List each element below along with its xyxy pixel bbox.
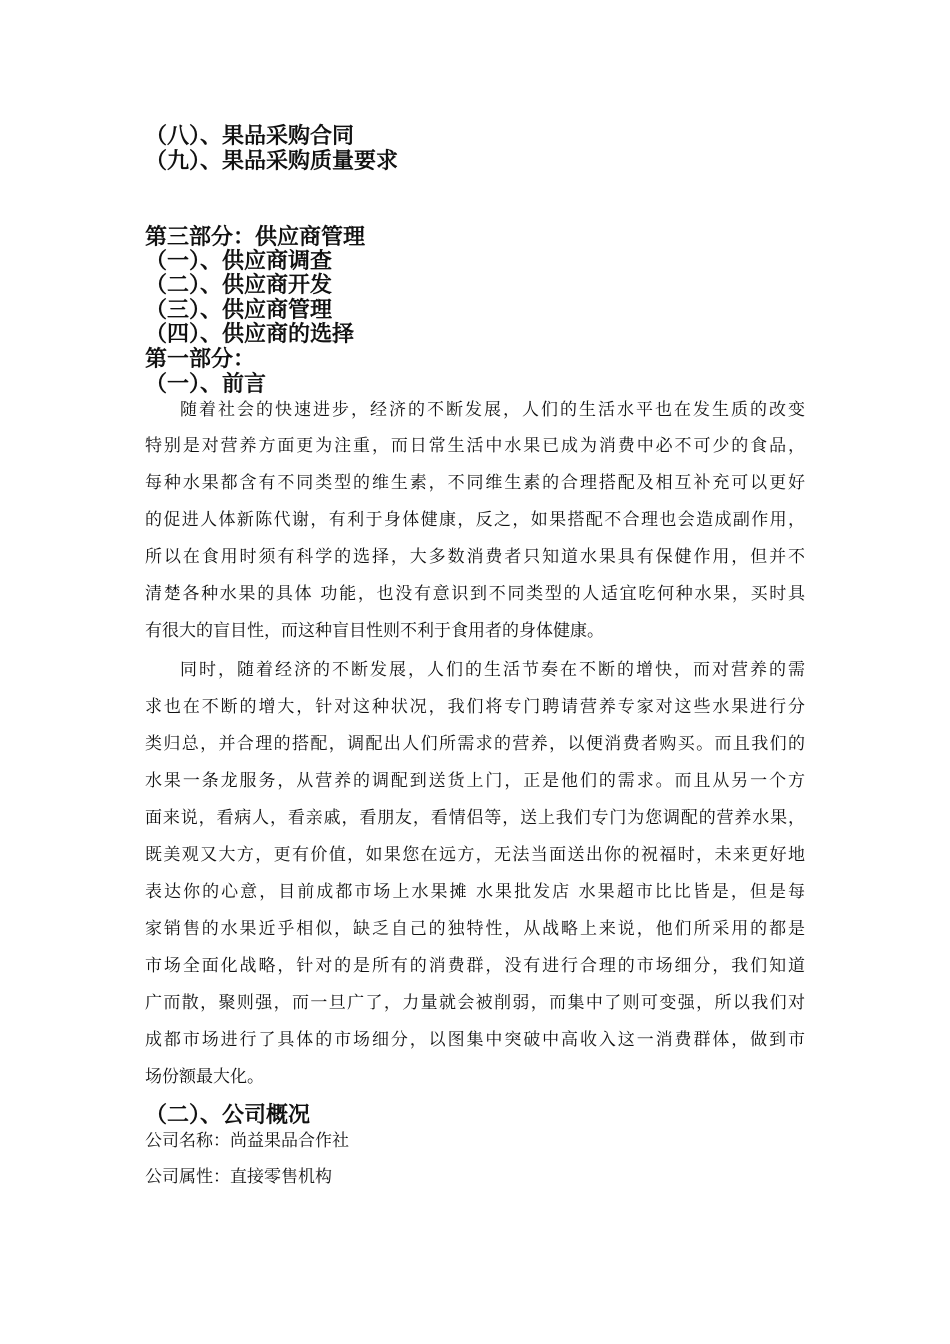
paragraph-line: 既美观又大方，更有价值，如果您在远方，无法当面送出你的祝福时，未来更好地 bbox=[145, 845, 805, 865]
toc-part3-item: （二）、供应商开发 bbox=[145, 272, 333, 298]
paragraph-line: 类归总，并合理的搭配，调配出人们所需求的营养，以便消费者购买。而且我们的 bbox=[145, 734, 805, 754]
company-type: 公司属性：直接零售机构 bbox=[145, 1167, 332, 1187]
paragraph-line: 的促进人体新陈代谢，有利于身体健康，反之，如果搭配不合理也会造成副作用， bbox=[145, 510, 805, 530]
paragraph-line: 同时，随着经济的不断发展，人们的生活节奏在不断的增快，而对营养的需 bbox=[180, 660, 805, 680]
part3-title: 第三部分：供应商管理 bbox=[145, 224, 366, 250]
paragraph-line: 家销售的水果近乎相似，缺乏自己的独特性，从战略上来说，他们所采用的都是 bbox=[145, 919, 805, 939]
section-company-title: （二）、公司概况 bbox=[145, 1102, 311, 1128]
paragraph-line: 水果一条龙服务，从营养的调配到送货上门，正是他们的需求。而且从另一个方 bbox=[145, 771, 805, 791]
paragraph-line: 场份额最大化。 bbox=[145, 1067, 264, 1087]
paragraph-line: 所以在食用时须有科学的选择，大多数消费者只知道水果具有保健作用，但并不 bbox=[145, 547, 805, 567]
toc-part3-item: （一）、供应商调查 bbox=[145, 248, 333, 274]
toc-part3-item: （四）、供应商的选择 bbox=[145, 321, 355, 347]
paragraph-line: 随着社会的快速进步，经济的不断发展，人们的生活水平也在发生质的改变 bbox=[180, 400, 805, 420]
paragraph-line: 有很大的盲目性，而这种盲目性则不利于食用者的身体健康。 bbox=[145, 621, 604, 641]
company-name: 公司名称：尚益果品合作社 bbox=[145, 1131, 349, 1151]
paragraph-line: 求也在不断的增大，针对这种状况，我们将专门聘请营养专家对这些水果进行分 bbox=[145, 697, 805, 717]
paragraph-line: 面来说，看病人，看亲戚，看朋友，看情侣等，送上我们专门为您调配的营养水果， bbox=[145, 808, 805, 828]
paragraph-line: 清楚各种水果的具体 功能，也没有意识到不同类型的人适宜吃何种水果，买时具 bbox=[145, 584, 805, 604]
paragraph-line: 特别是对营养方面更为注重，而日常生活中水果已成为消费中必不可少的食品， bbox=[145, 436, 805, 456]
part1-title: 第一部分： bbox=[145, 346, 256, 372]
toc-item-8: （八）、果品采购合同 bbox=[145, 123, 355, 149]
paragraph-line: 每种水果都含有不同类型的维生素，不同维生素的合理搭配及相互补充可以更好 bbox=[145, 473, 805, 493]
paragraph-line: 市场全面化战略，针对的是所有的消费群，没有进行合理的市场细分，我们知道 bbox=[145, 956, 805, 976]
toc-item-9: （九）、果品采购质量要求 bbox=[145, 148, 399, 174]
paragraph-line: 广而散，聚则强，而一旦广了，力量就会被削弱，而集中了则可变强，所以我们对 bbox=[145, 993, 805, 1013]
paragraph-line: 表达你的心意，目前成都市场上水果摊 水果批发店 水果超市比比皆是，但是每 bbox=[145, 882, 805, 902]
toc-part3-item: （三）、供应商管理 bbox=[145, 297, 333, 323]
paragraph-line: 成都市场进行了具体的市场细分，以图集中突破中高收入这一消费群体，做到市 bbox=[145, 1030, 805, 1050]
section-preface-title: （一）、前言 bbox=[145, 371, 267, 397]
